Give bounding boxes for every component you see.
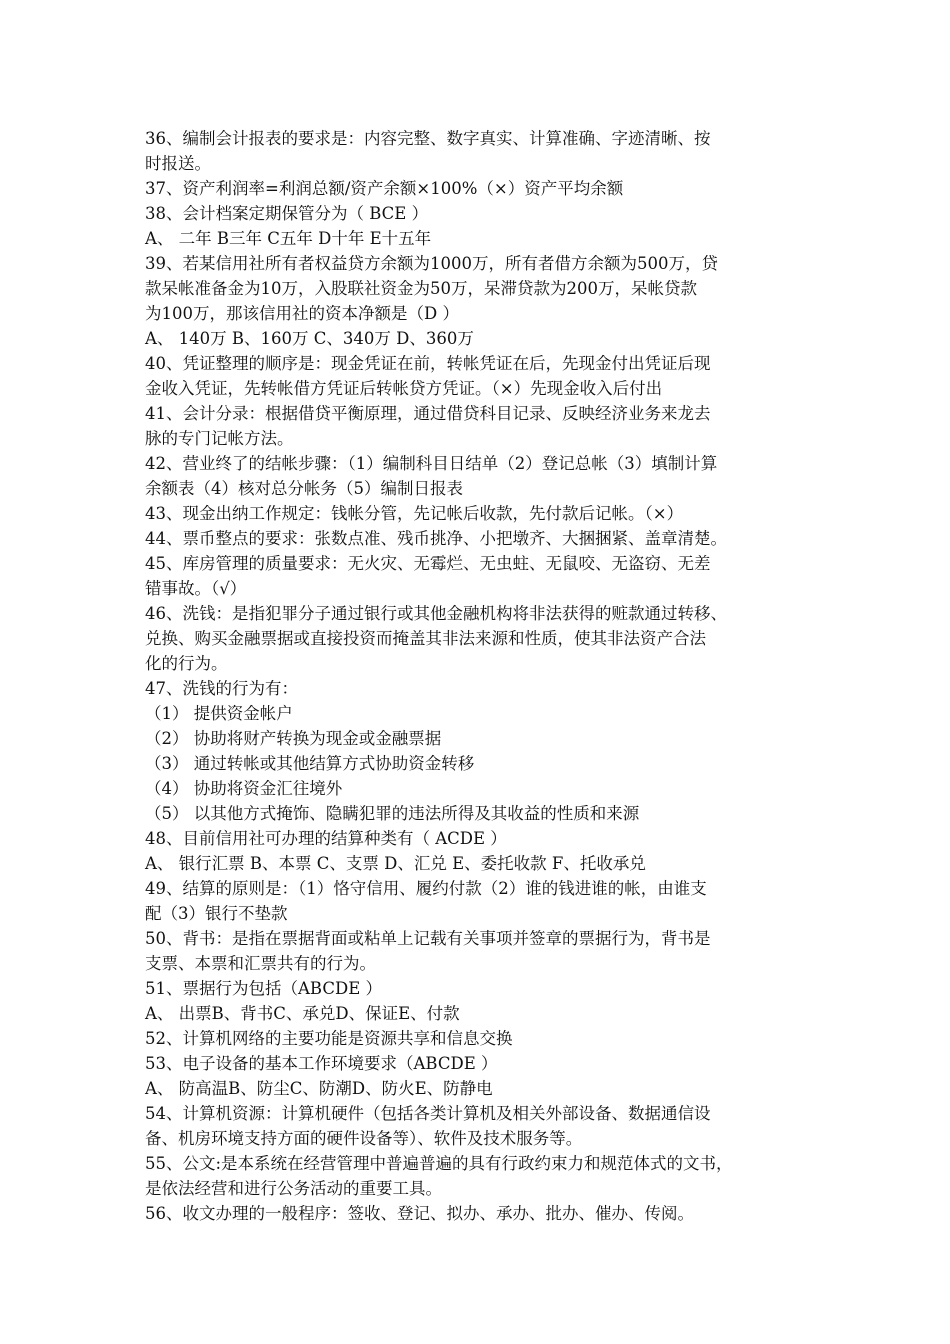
text-line: A、 银行汇票 B、本票 C、支票 D、汇兑 E、委托收款 F、托收承兑 [145,854,646,873]
text-line: 46、洗钱：是指犯罪分子通过银行或其他金融机构将非法获得的赃款通过转移、 [145,604,727,623]
text-line: 48、目前信用社可办理的结算种类有（ ACDE ） [145,829,507,848]
text-line: 41、会计分录：根据借贷平衡原理，通过借贷科目记录、反映经济业务来龙去 [145,404,711,423]
text-line: A、 140万 B、160万 C、340万 D、360万 [145,329,474,348]
text-line: 金收入凭证，先转帐借方凭证后转帐贷方凭证。（×）先现金收入后付出 [145,379,663,398]
text-line: 支票、本票和汇票共有的行为。 [145,954,376,973]
text-line: 52、计算机网络的主要功能是资源共享和信息交换 [145,1029,513,1048]
text-line: 39、若某信用社所有者权益贷方余额为1000万，所有者借方余额为500万，贷 [145,254,718,273]
text-line: 47、洗钱的行为有： [145,679,298,698]
text-line: 55、公文:是本系统在经营管理中普遍普遍的具有行政约束力和规范体式的文书， [145,1154,733,1173]
text-line: 余额表（4）核对总分帐务（5）编制日报表 [145,479,463,498]
text-line: 43、现金出纳工作规定：钱帐分管，先记帐后收款，先付款后记帐。（×） [145,504,684,523]
text-line: 36、编制会计报表的要求是：内容完整、数字真实、计算准确、字迹清晰、按 [145,129,711,148]
text-line: A、 防高温B、防尘C、防潮D、防火E、防静电 [145,1079,493,1098]
text-line: （5） 以其他方式掩饰、隐瞒犯罪的违法所得及其收益的性质和来源 [145,804,640,823]
text-line: 是依法经营和进行公务活动的重要工具。 [145,1179,442,1198]
text-line: 54、计算机资源：计算机硬件（包括各类计算机及相关外部设备、数据通信设 [145,1104,711,1123]
text-line: 53、电子设备的基本工作环境要求（ABCDE ） [145,1054,498,1073]
text-line: 错事故。（√） [145,579,247,598]
text-line: （3） 通过转帐或其他结算方式协助资金转移 [145,754,475,773]
text-line: A、 出票B、背书C、承兑D、保证E、付款 [145,1004,460,1023]
text-line: 为100万，那该信用社的资本净额是（D ） [145,304,459,323]
text-line: 50、背书：是指在票据背面或粘单上记载有关事项并签章的票据行为，背书是 [145,929,711,948]
text-line: 49、结算的原则是：（1）恪守信用、履约付款（2）谁的钱进谁的帐，由谁支 [145,879,707,898]
text-line: （4） 协助将资金汇往境外 [145,779,343,798]
text-line: 配（3）银行不垫款 [145,904,288,923]
text-line: （2） 协助将财产转换为现金或金融票据 [145,729,442,748]
text-line: 56、收文办理的一般程序：签收、登记、拟办、承办、批办、催办、传阅。 [145,1204,694,1223]
text-line: 时报送。 [145,154,211,173]
text-line: 37、资产利润率=利润总额/资产余额×100%（×）资产平均余额 [145,179,624,198]
text-line: 51、票据行为包括（ABCDE ） [145,979,382,998]
text-line: 42、营业终了的结帐步骤：（1）编制科目日结单（2）登记总帐（3）填制计算 [145,454,718,473]
text-line: 兑换、购买金融票据或直接投资而掩盖其非法来源和性质，使其非法资产合法 [145,629,706,648]
text-line: 40、凭证整理的顺序是：现金凭证在前，转帐凭证在后，先现金付出凭证后现 [145,354,711,373]
text-line: 款呆帐准备金为10万，入股联社资金为50万，呆滞贷款为200万，呆帐贷款 [145,279,697,298]
text-line: A、 二年 B三年 C五年 D十年 E十五年 [145,229,432,248]
text-line: 化的行为。 [145,654,228,673]
text-line: 44、票币整点的要求：张数点准、残币挑净、小把墩齐、大捆捆紧、盖章清楚。 [145,529,727,548]
text-line: 脉的专门记帐方法。 [145,429,294,448]
text-line: 38、会计档案定期保管分为（ BCE ） [145,204,429,223]
document-body [145,126,810,1226]
text-line: 备、机房环境支持方面的硬件设备等）、软件及技术服务等。 [145,1129,583,1148]
text-line: 45、库房管理的质量要求：无火灾、无霉烂、无虫蛀、无鼠咬、无盗窃、无差 [145,554,711,573]
text-line: （1） 提供资金帐户 [145,704,293,723]
